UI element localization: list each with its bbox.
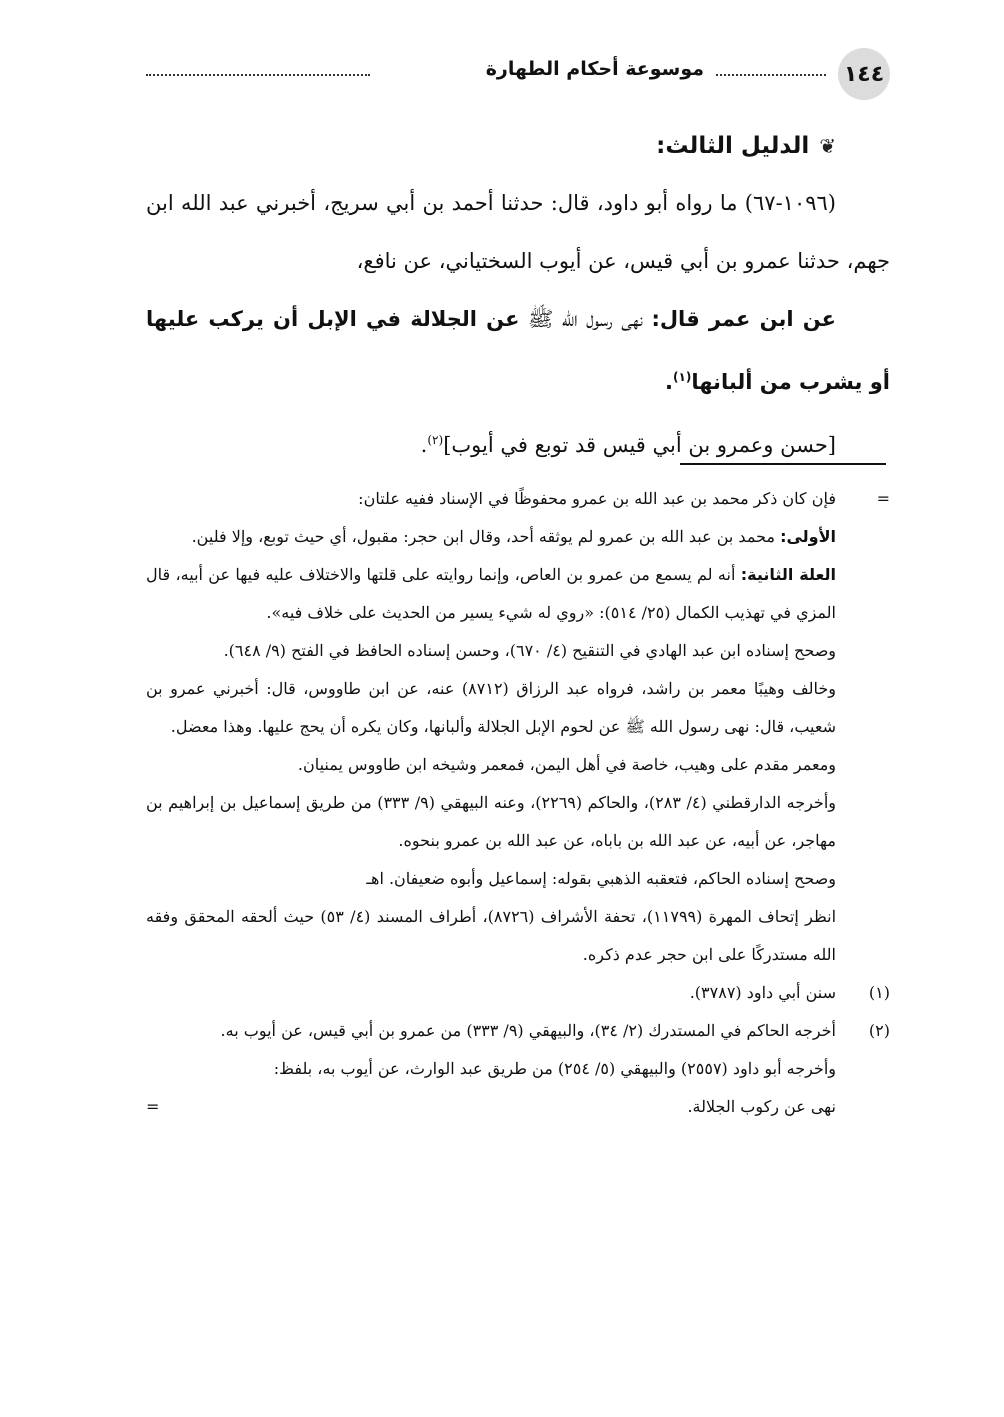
footnote-2-more-1: وأخرجه أبو داود (٢٥٥٧) والبيهقي (٥/ ٢٥٤) من طريق عبد الوارث، عن أيوب به، بلفظ: (273, 1059, 836, 1078)
footnote-2 (146, 1012, 890, 1050)
note-akhraja: وأخرجه الدارقطني (٤/ ٢٨٣)، والحاكم (٢٢٦٩)، وعنه البيهقي (٩/ ٣٣٣) من طريق إسماعيل بن إبراهيم بن مهاجر، عن أبيه، عن عبد الله بن باباه، عن عبد الله بن عمرو بنحوه. (146, 793, 836, 850)
main-text (146, 118, 890, 474)
heading-text: الدليل الثالث: (656, 133, 810, 159)
end-continuation-mark: = (146, 1097, 160, 1116)
grade-text: [حسن وعمرو بن أبي قيس قد توبع في أيوب] (443, 433, 836, 457)
header-dots-left (146, 74, 370, 76)
isnad-line-1: (١٠٩٦-٦٧) ما رواه أبو داود، قال: حدثنا أحمد بن أبي سريج، أخبرني عبد الله (180, 191, 836, 215)
leaf-ornament-icon: ❦ (819, 134, 836, 158)
isnad-line-2: ابن جهم، حدثنا عمرو بن أبي قيس، عن أيوب السختياني، عن نافع، (146, 191, 890, 273)
footnotes (146, 480, 890, 1126)
matn-end: . (665, 370, 674, 394)
footnote-ref-2[interactable]: (٢) (427, 433, 444, 447)
footnote-divider (680, 463, 886, 465)
note-khalaf: وخالف وهيبًا معمر بن راشد، فرواه عبد الرزاق (٨٧١٢) عنه، عن ابن طاووس، قال: أخبرني عمرو بن شعيب، قال: نهى رسول الله ﷺ عن لحوم الإبل الجلالة وألبانها، وكان يكره أن يحج عليها. وهذا معضل. (146, 679, 836, 736)
page-number: ١٤٤ (838, 48, 890, 100)
note-unzur: انظر إتحاف المهرة (١١٧٩٩)، تحفة الأشراف (٨٧٢٦)، أطراف المسند (٤/ ٥٣) حيث ألحقه المحقق وفقه الله مستدركًا على ابن حجر عدم ذكره. (146, 907, 837, 964)
footnote-2-more-2-row (146, 1088, 890, 1126)
second-text: أنه لم يسمع من عمرو بن العاص، وإنما روايته على قلتها والاختلاف عليه فيها عن أبيه، قال المزي في تهذيب الكمال (٢٥/ ٥١٤): «روي له شيء يسير من الحديث على خلاف فيه». (146, 565, 836, 622)
footnote-2-text: أخرجه الحاكم في المستدرك (٢/ ٣٤)، والبيهقي (٩/ ٣٣٣) من عمرو بن أبي قيس، عن أيوب به. (220, 1021, 836, 1040)
footnote-1-text: سنن أبي داود (٣٧٨٧). (689, 983, 836, 1002)
note-second (146, 556, 890, 632)
footnote-1-marker: (١) (868, 983, 890, 1002)
footnote-2-more-2: نهى عن ركوب الجلالة. (687, 1097, 836, 1116)
footnote-2-marker: (٢) (868, 1021, 890, 1040)
section-heading (146, 118, 890, 174)
hadith-matn (146, 290, 890, 411)
note-dhahabi: وصحح إسناده الحاكم، فتعقبه الذهبي بقوله: إسماعيل وأبوه ضعيفان. اهـ (366, 869, 836, 888)
book-title: موسوعة أحكام الطهارة (485, 58, 704, 80)
footnote-1 (146, 974, 890, 1012)
matn-quote: نهى رسول الله ﷺ (519, 307, 652, 331)
page-header (146, 48, 890, 98)
matn-rest: عن الجلالة في الإبل أن يركب عليها أو يشرب من ألبانها (146, 307, 890, 394)
grade-end: . (420, 433, 428, 457)
note-first (146, 518, 890, 556)
note-line-1: فإن كان ذكر محمد بن عبد الله بن عمرو محفوظًا في الإسناد ففيه علتان: (358, 489, 836, 508)
footnote-ref-1[interactable]: (١) (673, 370, 692, 384)
matn-lead: عن ابن عمر قال: (651, 307, 836, 331)
note-muammar: ومعمر مقدم على وهيب، خاصة في أهل اليمن، فمعمر وشيخه ابن طاووس يمنيان. (297, 755, 836, 774)
header-dots-right (716, 74, 826, 76)
note-continuation (146, 480, 890, 518)
note-sahh: وصحح إسناده ابن عبد الهادي في التنقيح (٤/ ٦٧٠)، وحسن إسناده الحافظ في الفتح (٩/ ٦٤٨). (223, 641, 836, 660)
continuation-mark: = (876, 489, 890, 508)
first-label: الأولى: (780, 527, 836, 546)
hadith-isnad (146, 174, 890, 290)
first-text: محمد بن عبد الله بن عمرو لم يوثقه أحد، وقال ابن حجر: مقبول، أي حيث توبع، وإلا فلين. (191, 527, 781, 546)
second-label: العلة الثانية: (740, 565, 836, 584)
